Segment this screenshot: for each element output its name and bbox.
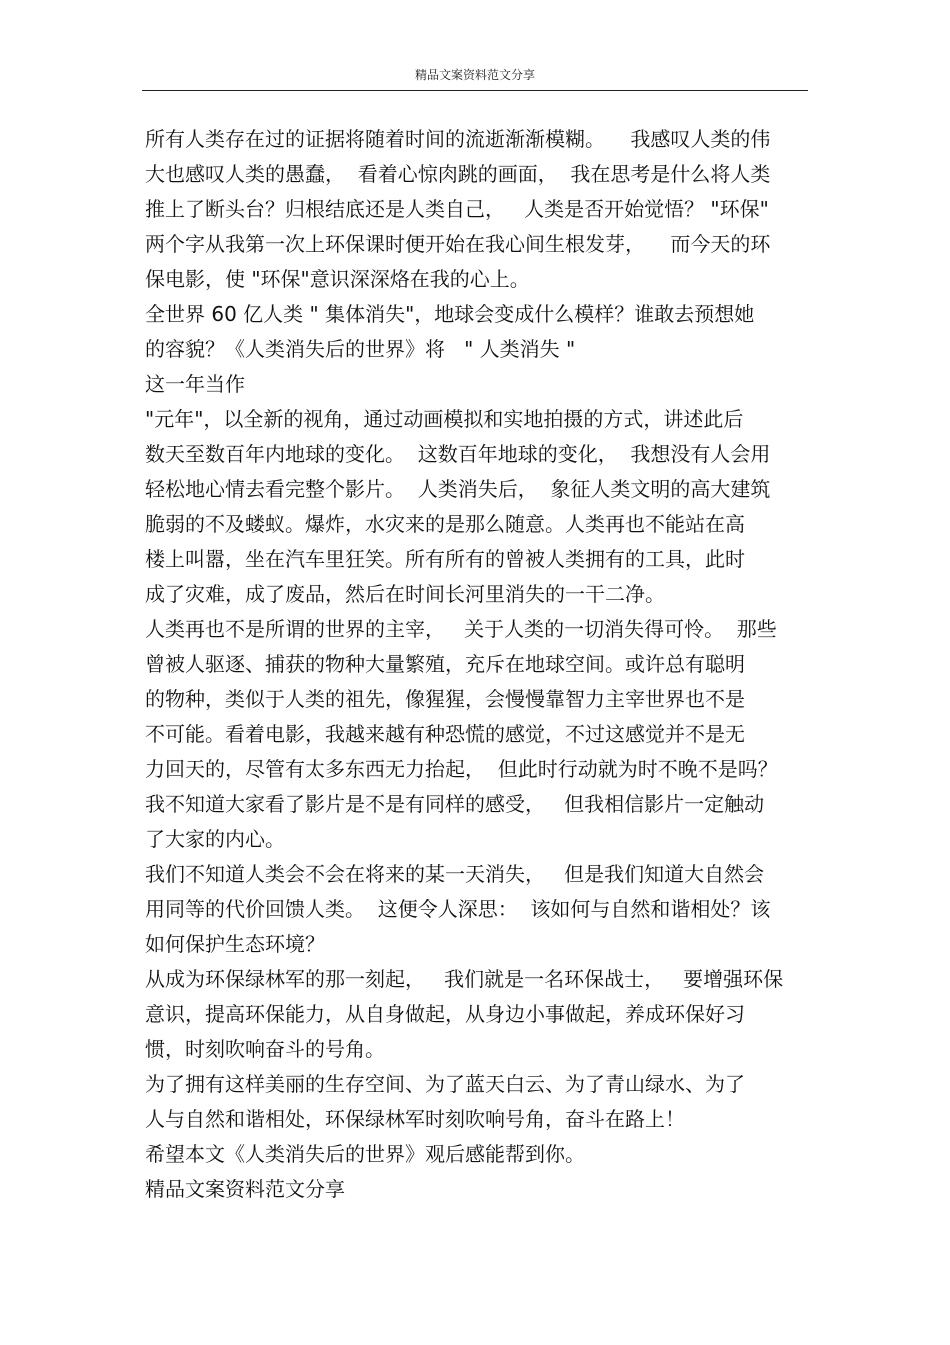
article-body [145,122,807,1207]
body-line: 如何保护生态环境？ [145,932,325,956]
body-line: 全世界 60 亿人类 " 集体消失"，地球会变成什么模样？谁敢去预想她 [145,302,755,326]
body-line: 轻松地心情去看完整个影片。 人类消失后， 象征人类文明的高大建筑 [145,477,771,501]
page-header: 精品文案资料范文分享 [414,68,535,82]
body-line: 我们不知道人类会不会在将来的某一天消失， 但是我们知道大自然会 [145,862,765,886]
footer-line: 精品文案资料范文分享 [145,1177,345,1201]
body-line: 楼上叫嚣，坐在汽车里狂笑。所有所有的曾被人类拥有的工具，此时 [145,547,745,571]
header-divider [142,90,808,91]
body-line: 人类再也不是所谓的世界的主宰， 关于人类的一切消失得可怜。 那些 [145,617,777,641]
body-line: 意识，提高环保能力，从自身做起，从身边小事做起，养成环保好习 [145,1002,745,1026]
body-line: 用同等的代价回馈人类。 这便令人深思： 该如何与自然和谐相处？该 [145,897,771,921]
body-line: "元年"，以全新的视角，通过动画模拟和实地拍摄的方式，讲述此后 [145,407,744,431]
body-line: 不可能。看着电影，我越来越有种恐慌的感觉，不过这感觉并不是无 [145,722,745,746]
body-line: 力回天的，尽管有太多东西无力抬起， 但此时行动就为时不晚不是吗？ [145,757,778,781]
body-line: 了大家的内心。 [145,827,285,851]
body-line: 为了拥有这样美丽的生存空间、为了蓝天白云、为了青山绿水、为了 [145,1072,745,1096]
body-line: 成了灾难，成了废品，然后在时间长河里消失的一干二净。 [145,582,665,606]
body-line: 的物种，类似于人类的祖先，像猩猩，会慢慢靠智力主宰世界也不是 [145,687,745,711]
body-line: 保电影，使 "环保"意识深深烙在我的心上。 [145,267,530,291]
body-line: 人与自然和谐相处，环保绿林军时刻吹响号角，奋斗在路上！ [145,1107,685,1131]
body-line: 大也感叹人类的愚蠢， 看着心惊肉跳的画面， 我在思考是什么将人类 [145,162,771,186]
body-line: 推上了断头台？归根结底还是人类自己， 人类是否开始觉悟？ "环保" [145,197,769,221]
body-line: 脆弱的不及蝼蚁。爆炸，水灾来的是那么随意。人类再也不能站在高 [145,512,745,536]
body-line: 所有人类存在过的证据将随着时间的流逝渐渐模糊。 我感叹人类的伟 [145,127,771,151]
body-line: 这一年当作 [145,372,245,396]
body-line: 我不知道大家看了影片是不是有同样的感受， 但我相信影片一定触动 [145,792,765,816]
body-line: 曾被人驱逐、捕获的物种大量繁殖，充斥在地球空间。或许总有聪明 [145,652,745,676]
body-line: 惯，时刻吹响奋斗的号角。 [145,1037,385,1061]
body-line: 希望本文《人类消失后的世界》观后感能帮到你。 [145,1142,585,1166]
body-line: 两个字从我第一次上环保课时便开始在我心间生根发芽， 而今天的环 [145,232,771,256]
body-line: 从成为环保绿林军的那一刻起， 我们就是一名环保战士， 要增强环保 [145,967,784,991]
body-line: 数天至数百年内地球的变化。 这数百年地球的变化， 我想没有人会用 [145,442,771,466]
body-line: 的容貌？《人类消失后的世界》将 " 人类消失 " [145,337,576,361]
